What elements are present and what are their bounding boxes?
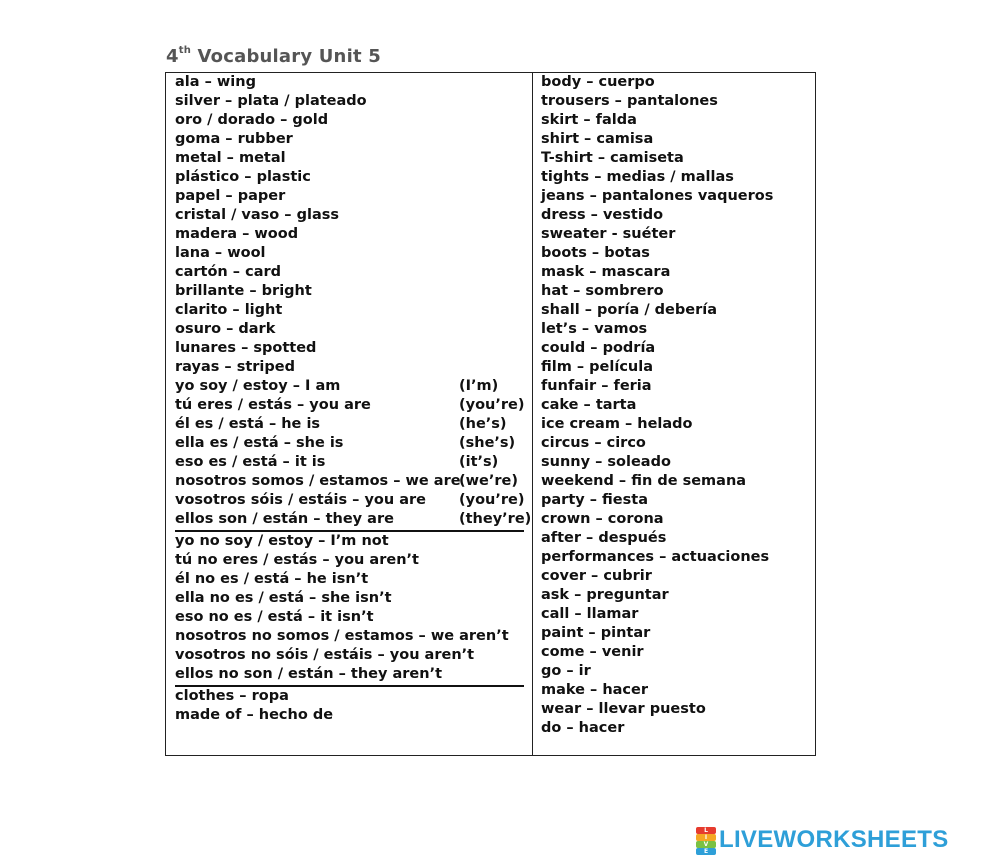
contraction: (I’m) — [459, 378, 499, 394]
vocab-text: lana – wool — [175, 245, 266, 261]
vocab-row: jeans – pantalones vaqueros — [541, 188, 774, 204]
vocab-row — [175, 73, 525, 92]
logo-mark-icon — [696, 827, 716, 853]
vocab-row — [175, 92, 525, 111]
vocab-row — [175, 206, 525, 225]
vocab-text: osuro – dark — [175, 321, 276, 337]
vocab-text: tú eres / estás – you are — [175, 397, 371, 413]
vocab-row: T-shirt – camiseta — [541, 150, 684, 166]
vocab-row — [175, 130, 525, 149]
vocab-row: ask – preguntar — [541, 587, 669, 603]
contraction: (you’re) — [459, 492, 525, 508]
vocab-row: boots – botas — [541, 245, 650, 261]
vocab-text: metal – metal — [175, 150, 286, 166]
vocab-text: nosotros somos / estamos – we are — [175, 473, 461, 489]
vocab-row — [175, 377, 525, 396]
vocab-row — [175, 532, 525, 551]
vocab-row — [175, 589, 525, 608]
vocab-text: plástico – plastic — [175, 169, 311, 185]
vocab-row — [175, 665, 525, 684]
page-title: 4th Vocabulary Unit 5 — [166, 45, 381, 67]
vocab-text: nosotros no somos / estamos – we aren’t — [175, 628, 509, 644]
vocab-text: vosotros sóis / estáis – you are — [175, 492, 426, 508]
logo-mark-letter: V — [696, 841, 716, 848]
vocab-row — [175, 706, 525, 725]
vocab-row: shirt – camisa — [541, 131, 654, 147]
vocab-text: goma – rubber — [175, 131, 293, 147]
vocab-row — [175, 320, 525, 339]
contraction: (he’s) — [459, 416, 507, 432]
vocab-row: body – cuerpo — [541, 74, 655, 90]
vocab-row — [175, 358, 525, 377]
vocab-text: papel – paper — [175, 188, 286, 204]
vocab-row: tights – medias / mallas — [541, 169, 734, 185]
vocab-row — [175, 244, 525, 263]
vocab-row: funfair – feria — [541, 378, 652, 394]
vocab-text: eso es / está – it is — [175, 454, 326, 470]
vocab-row: cover – cubrir — [541, 568, 652, 584]
contraction: (you’re) — [459, 397, 525, 413]
vocab-row: crown – corona — [541, 511, 664, 527]
vocab-row — [175, 608, 525, 627]
vocab-text: silver – plata / plateado — [175, 93, 367, 109]
logo-mark-letter: I — [696, 834, 716, 841]
vocab-row — [175, 396, 525, 415]
vocab-row: do – hacer — [541, 720, 625, 736]
vocab-row: let’s – vamos — [541, 321, 648, 337]
vocab-row — [175, 472, 525, 491]
vocab-text: rayas – striped — [175, 359, 295, 375]
vocab-row — [175, 282, 525, 301]
vocab-row: film – película — [541, 359, 653, 375]
vocab-row: skirt – falda — [541, 112, 637, 128]
column-divider — [532, 73, 533, 755]
vocab-row — [175, 627, 525, 646]
vocab-row — [175, 111, 525, 130]
contraction: (we’re) — [459, 473, 518, 489]
vocab-text: él es / está – he is — [175, 416, 321, 432]
vocab-text: yo no soy / estoy – I’m not — [175, 533, 389, 549]
vocab-row — [175, 168, 525, 187]
vocab-row — [175, 687, 525, 706]
vocab-row — [175, 187, 525, 206]
vocab-text: ellos no son / están – they aren’t — [175, 666, 443, 682]
vocab-text: clarito – light — [175, 302, 283, 318]
vocab-text: lunares – spotted — [175, 340, 317, 356]
vocab-row — [175, 301, 525, 320]
vocab-row — [175, 339, 525, 358]
vocab-row: call – llamar — [541, 606, 639, 622]
vocab-text: oro / dorado – gold — [175, 112, 329, 128]
vocab-text: ellos son / están – they are — [175, 511, 394, 527]
vocabulary-table — [165, 72, 816, 756]
vocab-text: brillante – bright — [175, 283, 312, 299]
vocab-row: dress – vestido — [541, 207, 664, 223]
vocab-row: sunny – soleado — [541, 454, 671, 470]
vocab-text: cristal / vaso – glass — [175, 207, 339, 223]
liveworksheets-logo — [696, 826, 949, 854]
vocab-row — [175, 510, 532, 529]
vocab-row: make – hacer — [541, 682, 649, 698]
vocab-text: ella es / está – she is — [175, 435, 344, 451]
vocab-row — [175, 149, 525, 168]
vocab-row — [175, 646, 525, 665]
vocab-row: mask – mascara — [541, 264, 671, 280]
right-column — [541, 73, 811, 738]
vocab-row: weekend – fin de semana — [541, 473, 747, 489]
vocab-row: wear – llevar puesto — [541, 701, 706, 717]
vocab-text: vosotros no sóis / estáis – you aren’t — [175, 647, 475, 663]
vocab-row — [175, 434, 525, 453]
logo-mark-letter: E — [696, 848, 716, 855]
vocab-row: could – podría — [541, 340, 656, 356]
vocab-row: paint – pintar — [541, 625, 651, 641]
vocab-text: cartón – card — [175, 264, 282, 280]
vocab-row: sweater - suéter — [541, 226, 676, 242]
vocab-text: tú no eres / estás – you aren’t — [175, 552, 419, 568]
vocab-row: trousers – pantalones — [541, 93, 718, 109]
vocab-row — [175, 415, 525, 434]
vocab-row: party – fiesta — [541, 492, 648, 508]
vocab-text: made of – hecho de — [175, 707, 334, 723]
vocab-text: yo soy / estoy – I am — [175, 378, 341, 394]
vocab-text: clothes – ropa — [175, 688, 289, 704]
contraction: (it’s) — [459, 454, 499, 470]
contraction: (they’re) — [459, 511, 532, 527]
left-column — [175, 73, 532, 725]
vocab-row: circus – circo — [541, 435, 646, 451]
vocab-row: hat – sombrero — [541, 283, 664, 299]
logo-text: LIVEWORKSHEETS — [719, 826, 949, 853]
vocab-row: shall – poría / debería — [541, 302, 717, 318]
vocab-row: go – ir — [541, 663, 591, 679]
vocab-row — [175, 263, 525, 282]
vocab-row: ice cream – helado — [541, 416, 693, 432]
logo-mark-letter: L — [696, 827, 716, 834]
vocab-text: él no es / está – he isn’t — [175, 571, 369, 587]
contraction: (she’s) — [459, 435, 516, 451]
vocab-text: madera – wood — [175, 226, 299, 242]
vocab-row: after – después — [541, 530, 667, 546]
vocab-text: ala – wing — [175, 74, 256, 90]
vocab-row — [175, 453, 525, 472]
vocab-row: cake – tarta — [541, 397, 637, 413]
vocab-row: come – venir — [541, 644, 644, 660]
vocab-row — [175, 491, 525, 510]
vocab-row: performances – actuaciones — [541, 549, 770, 565]
vocab-row — [175, 570, 525, 589]
vocab-row — [175, 225, 525, 244]
vocab-text: ella no es / está – she isn’t — [175, 590, 392, 606]
vocab-row — [175, 551, 525, 570]
vocab-text: eso no es / está – it isn’t — [175, 609, 374, 625]
